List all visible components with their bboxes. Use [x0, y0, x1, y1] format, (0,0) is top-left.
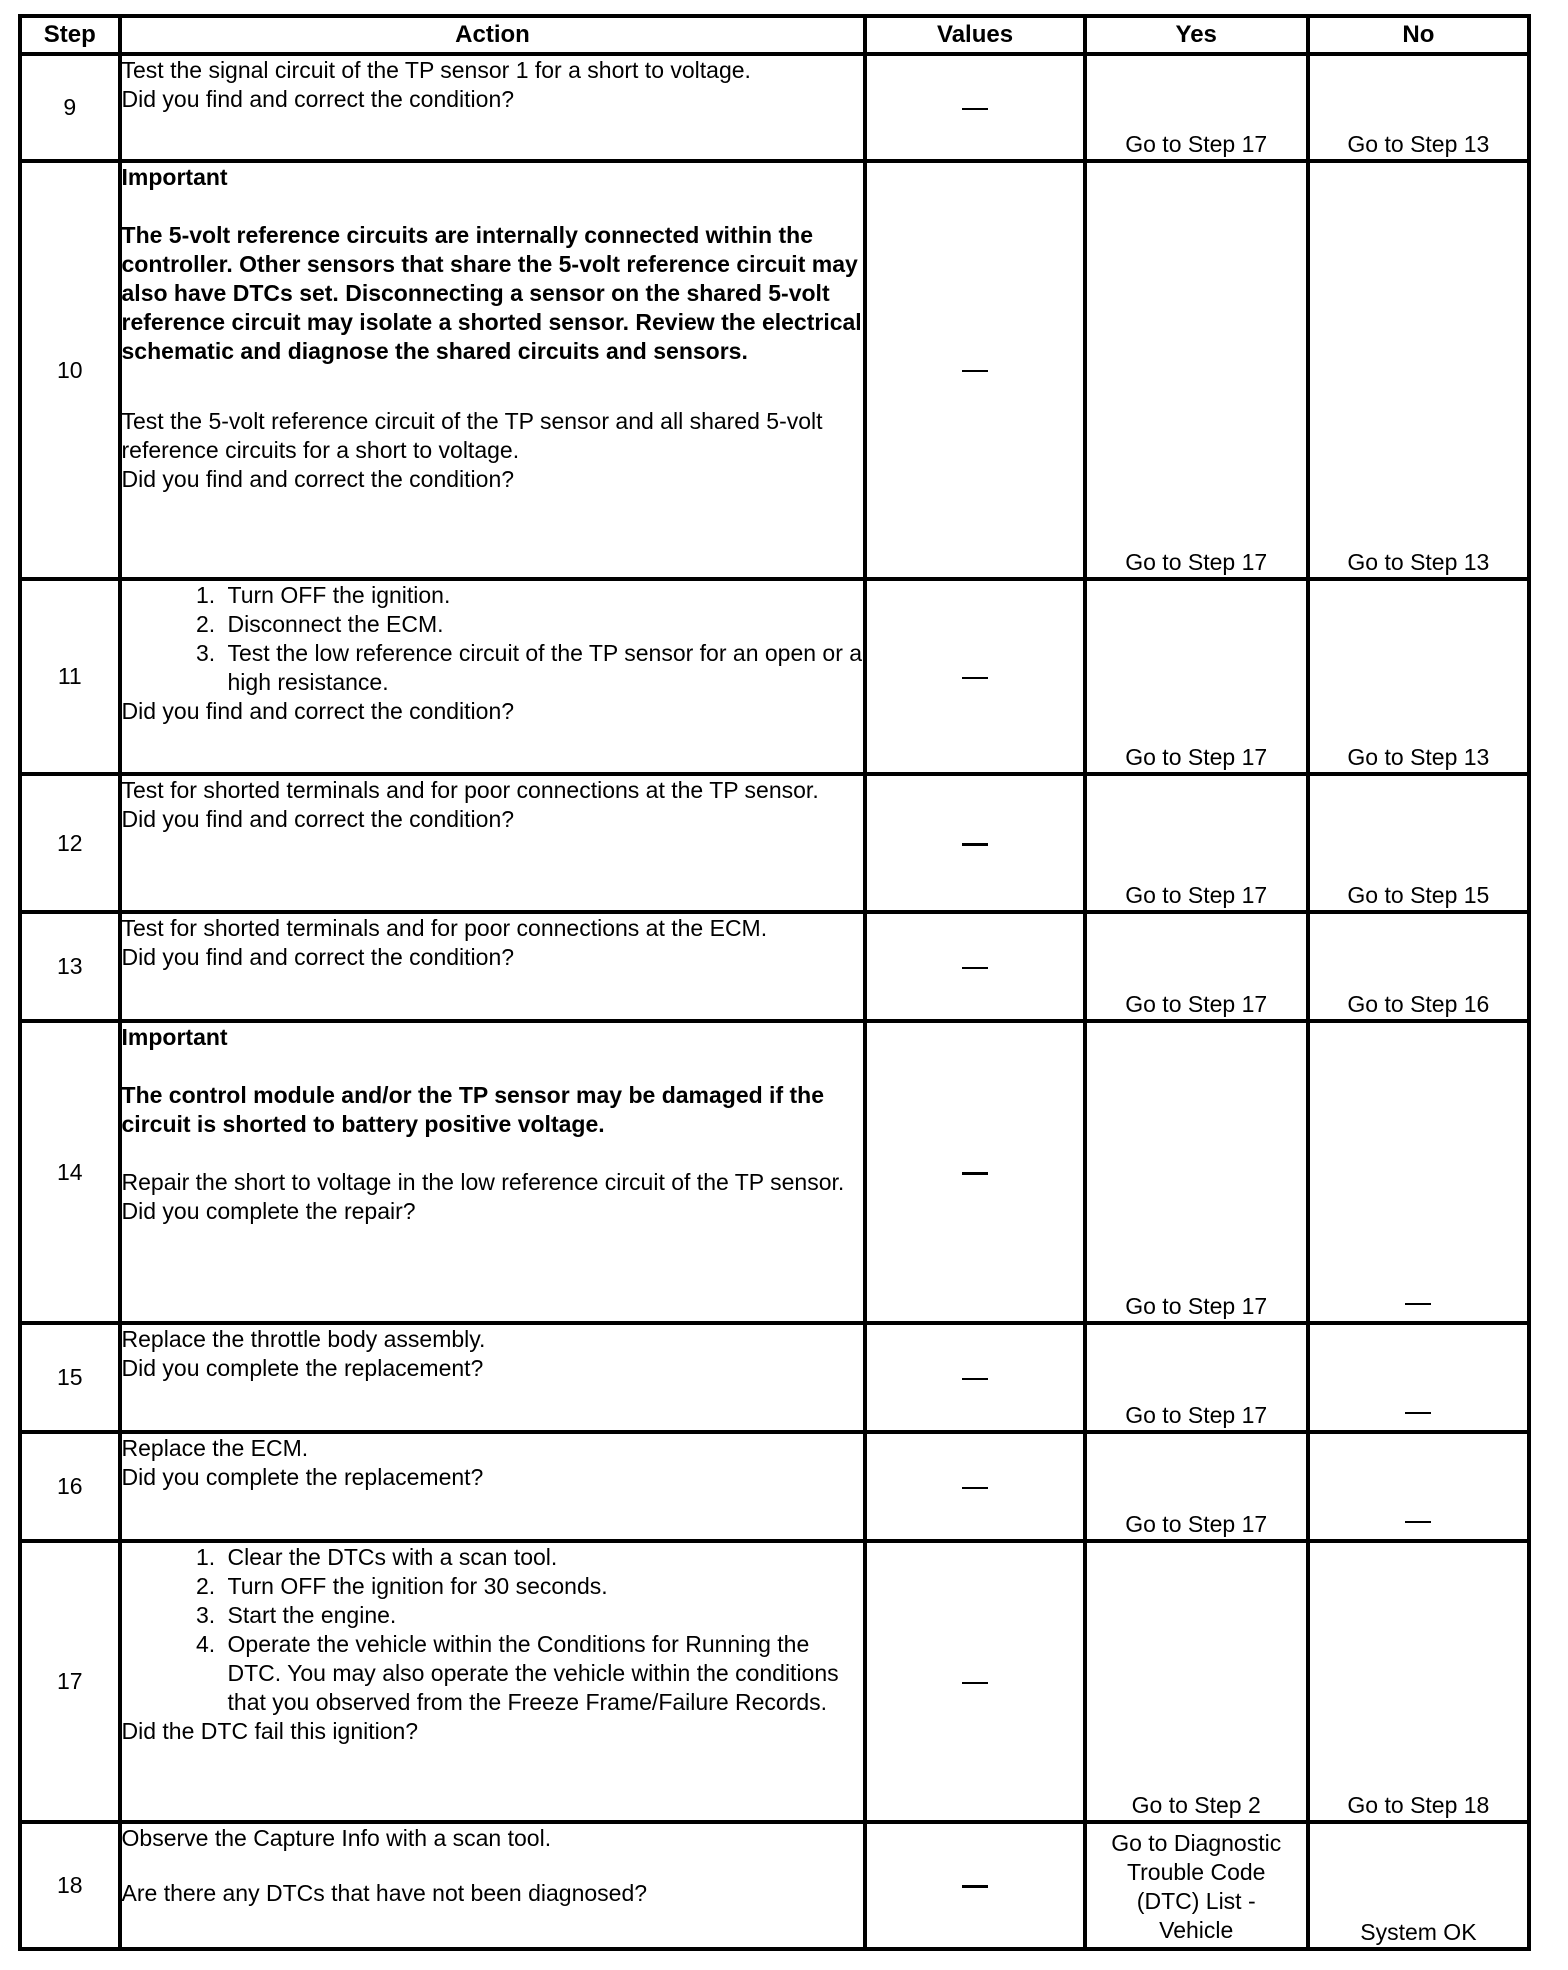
- action-cell: [120, 54, 866, 161]
- action-question: Did you find and correct the condition?: [121, 466, 515, 492]
- em-dash: [1405, 1521, 1431, 1523]
- header-values: Values: [865, 16, 1084, 54]
- action-question: Did you find and correct the condition?: [121, 944, 515, 970]
- step-number: 11: [20, 579, 120, 774]
- list-item: 2. Disconnect the ECM.: [222, 610, 864, 639]
- yes-cell: Go to Step 17: [1085, 1432, 1308, 1541]
- no-cell: [1308, 1021, 1529, 1323]
- values-cell: [865, 1432, 1084, 1541]
- step-number: 15: [20, 1323, 120, 1432]
- table-row: [20, 1021, 1529, 1323]
- action-cell: [120, 912, 866, 1021]
- values-cell: [865, 1323, 1084, 1432]
- action-question: Are there any DTCs that have not been diagnosed?: [121, 1880, 648, 1906]
- no-cell: [1308, 1323, 1529, 1432]
- yes-cell: Go to Step 17: [1085, 912, 1308, 1021]
- important-label: Important: [121, 1024, 228, 1050]
- procedure-list: [122, 581, 864, 697]
- no-cell: Go to Step 15: [1308, 774, 1529, 912]
- action-question: Did you complete the repair?: [121, 1198, 416, 1224]
- no-cell: [1308, 1432, 1529, 1541]
- yes-cell: Go to Step 17: [1085, 774, 1308, 912]
- em-dash: [962, 1487, 988, 1489]
- no-cell: Go to Step 13: [1308, 54, 1529, 161]
- em-dash: [1405, 1303, 1431, 1305]
- table-row: [20, 54, 1529, 161]
- action-cell: [120, 774, 866, 912]
- no-cell: Go to Step 16: [1308, 912, 1529, 1021]
- action-text: Replace the throttle body assembly.: [121, 1326, 486, 1352]
- action-cell: [120, 1432, 866, 1541]
- header-no: No: [1308, 16, 1529, 54]
- no-cell: Go to Step 13: [1308, 161, 1529, 579]
- list-item: 1. Clear the DTCs with a scan tool.: [222, 1543, 864, 1572]
- step-number: 13: [20, 912, 120, 1021]
- step-number: 9: [20, 54, 120, 161]
- table-row: [20, 161, 1529, 579]
- yes-cell: Go to Step 17: [1085, 579, 1308, 774]
- list-item: 4. Operate the vehicle within the Conditions for Running the DTC. You may also operate the vehicle within the conditions that you observed from the Freeze Frame/Failure Records.: [222, 1630, 864, 1717]
- header-step: Step: [20, 16, 120, 54]
- procedure-list: [122, 1543, 864, 1717]
- em-dash: [962, 1682, 988, 1684]
- step-number: 18: [20, 1822, 120, 1949]
- step-number: 16: [20, 1432, 120, 1541]
- table-row: [20, 1432, 1529, 1541]
- action-cell: [120, 1021, 866, 1323]
- action-text: Test for shorted terminals and for poor connections at the TP sensor.: [121, 777, 819, 803]
- table-header-row: [20, 16, 1529, 54]
- table-row: [20, 912, 1529, 1021]
- em-dash: [962, 1378, 988, 1380]
- action-text: Test for shorted terminals and for poor connections at the ECM.: [121, 915, 768, 941]
- values-cell: [865, 1541, 1084, 1822]
- em-dash: [1405, 1412, 1431, 1414]
- important-note: The 5-volt reference circuits are internally connected within the controller. Other sensors that share the 5-volt reference circuit may also have DTCs set. Disconnecting a sensor on the shared 5-volt reference circuit may isolate a shorted sensor. Review the electrical schematic and diagnose the shared circuits and sensors.: [121, 222, 862, 364]
- action-question: Did you complete the replacement?: [121, 1464, 484, 1490]
- table-row: [20, 1323, 1529, 1432]
- important-note: The control module and/or the TP sensor may be damaged if the circuit is shorted to battery positive voltage.: [121, 1082, 824, 1137]
- values-cell: [865, 912, 1084, 1021]
- em-dash: [962, 1885, 988, 1888]
- action-text: Test the signal circuit of the TP sensor 1 for a short to voltage.: [121, 57, 751, 83]
- table-row: [20, 1541, 1529, 1822]
- action-question: Did you complete the replacement?: [121, 1355, 484, 1381]
- yes-cell: Go to Step 17: [1085, 54, 1308, 161]
- em-dash: [962, 843, 988, 846]
- action-text: Replace the ECM.: [121, 1435, 309, 1461]
- action-text: Observe the Capture Info with a scan tool.: [121, 1825, 552, 1851]
- action-cell: [120, 579, 866, 774]
- list-item: 1. Turn OFF the ignition.: [222, 581, 864, 610]
- action-cell: [120, 161, 866, 579]
- action-text: Test the 5-volt reference circuit of the TP sensor and all shared 5-volt reference circuits for a short to voltage.: [121, 408, 823, 463]
- list-item: 2. Turn OFF the ignition for 30 seconds.: [222, 1572, 864, 1601]
- action-cell: [120, 1323, 866, 1432]
- yes-cell: Go to Step 2: [1085, 1541, 1308, 1822]
- yes-cell: Go to Step 17: [1085, 1021, 1308, 1323]
- list-item: 3. Test the low reference circuit of the TP sensor for an open or a high resistance.: [222, 639, 864, 697]
- step-number: 10: [20, 161, 120, 579]
- step-number: 17: [20, 1541, 120, 1822]
- header-yes: Yes: [1085, 16, 1308, 54]
- em-dash: [962, 108, 988, 110]
- values-cell: [865, 579, 1084, 774]
- action-question: Did you find and correct the condition?: [121, 86, 515, 112]
- table-row: [20, 774, 1529, 912]
- table-row: [20, 1822, 1529, 1949]
- header-action: Action: [120, 16, 866, 54]
- action-text: Repair the short to voltage in the low reference circuit of the TP sensor.: [121, 1169, 845, 1195]
- step-number: 14: [20, 1021, 120, 1323]
- values-cell: [865, 774, 1084, 912]
- em-dash: [962, 370, 988, 372]
- yes-cell: Go to Step 17: [1085, 161, 1308, 579]
- important-label: Important: [121, 164, 228, 190]
- em-dash: [962, 1172, 988, 1175]
- values-cell: [865, 1021, 1084, 1323]
- no-cell: System OK: [1308, 1822, 1529, 1949]
- action-question: Did the DTC fail this ignition?: [121, 1718, 419, 1744]
- no-cell: Go to Step 18: [1308, 1541, 1529, 1822]
- action-question: Did you find and correct the condition?: [121, 806, 515, 832]
- em-dash: [962, 967, 988, 969]
- values-cell: [865, 161, 1084, 579]
- list-item: 3. Start the engine.: [222, 1601, 864, 1630]
- action-cell: [120, 1822, 866, 1949]
- no-cell: Go to Step 13: [1308, 579, 1529, 774]
- em-dash: [962, 677, 988, 679]
- diagnostic-table: [18, 14, 1531, 1951]
- yes-cell: Go to Diagnostic Trouble Code (DTC) List - Vehicle: [1085, 1822, 1308, 1949]
- table-row: [20, 579, 1529, 774]
- values-cell: [865, 1822, 1084, 1949]
- values-cell: [865, 54, 1084, 161]
- action-cell: [120, 1541, 866, 1822]
- action-question: Did you find and correct the condition?: [121, 698, 515, 724]
- yes-cell: Go to Step 17: [1085, 1323, 1308, 1432]
- step-number: 12: [20, 774, 120, 912]
